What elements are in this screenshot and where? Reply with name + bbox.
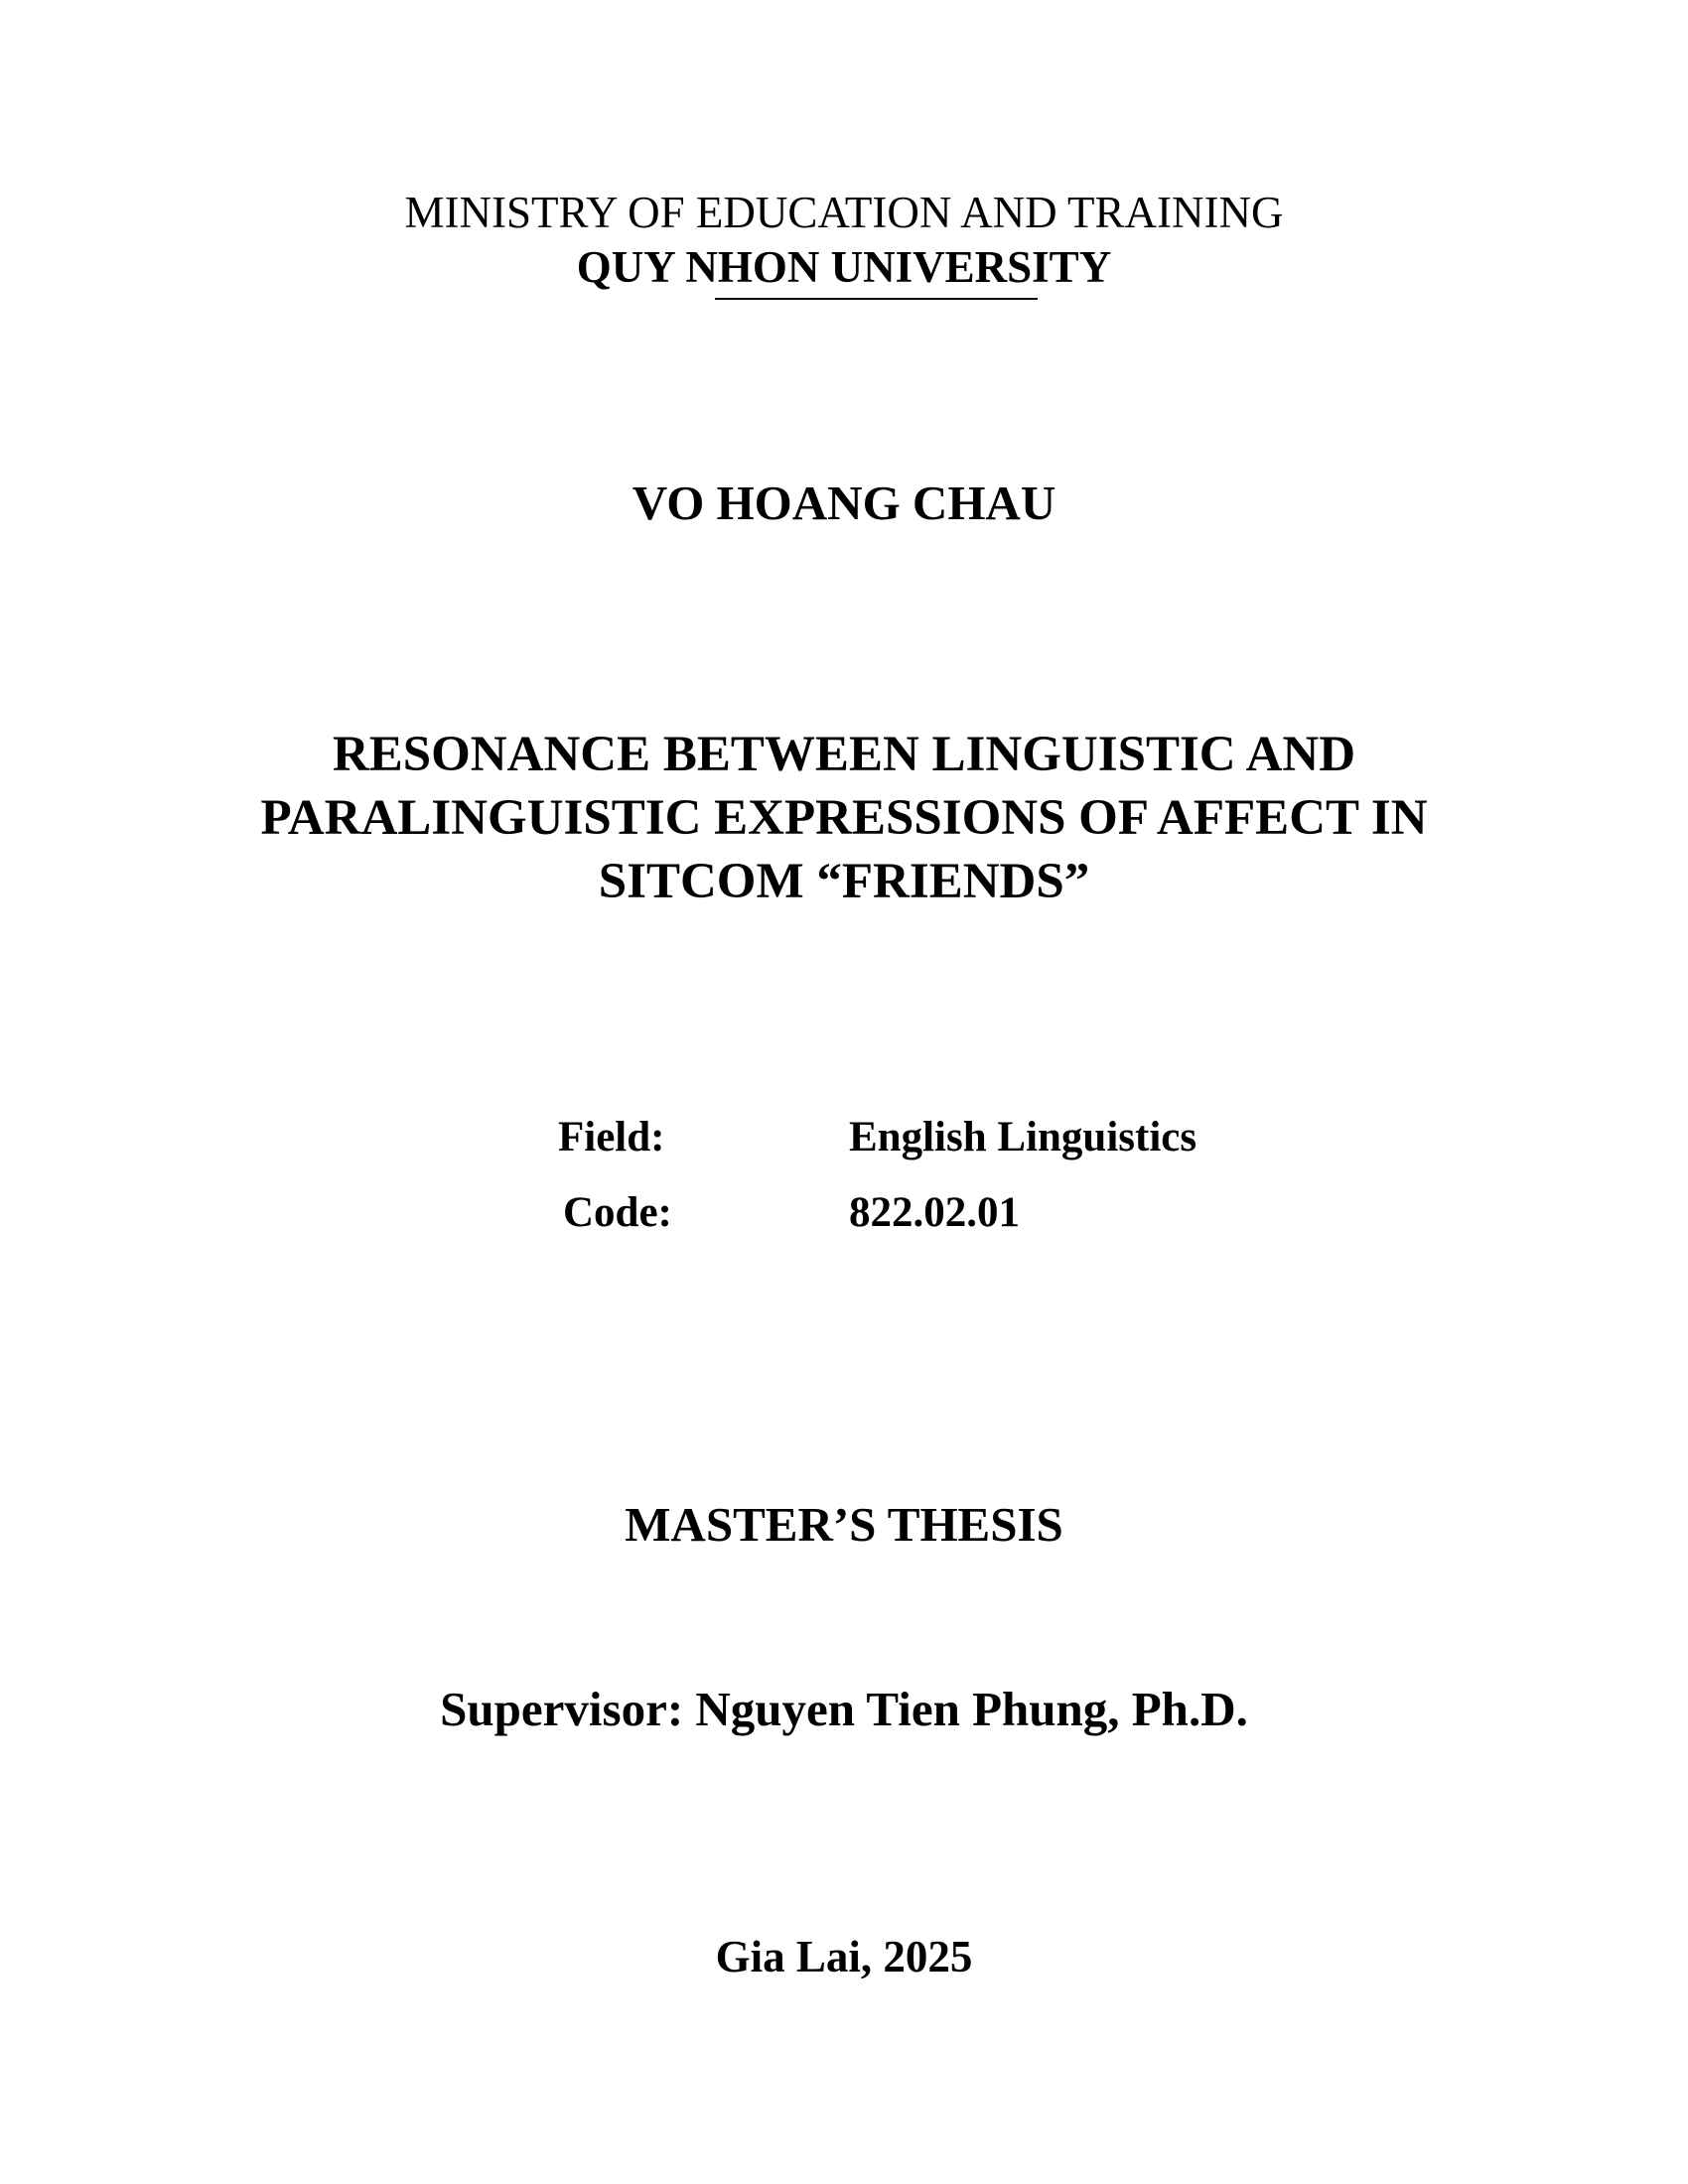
code-value: 822.02.01 — [849, 1189, 1020, 1236]
place-and-year: Gia Lai, 2025 — [715, 1932, 973, 1981]
degree-type: MASTER’S THESIS — [625, 1497, 1063, 1552]
thesis-title-line: SITCOM “FRIENDS” — [598, 854, 1090, 909]
thesis-title-line: PARALINGUISTIC EXPRESSIONS OF AFFECT IN — [260, 790, 1428, 846]
field-value: English Linguistics — [849, 1114, 1197, 1160]
university-underline — [715, 298, 1038, 300]
thesis-title-line: RESONANCE BETWEEN LINGUISTIC AND — [332, 727, 1356, 782]
university-name: QUY NHON UNIVERSITY — [576, 242, 1112, 292]
thesis-title — [0, 723, 1688, 913]
ministry-name: MINISTRY OF EDUCATION AND TRAINING — [404, 188, 1284, 237]
author-name: VO HOANG CHAU — [632, 476, 1056, 530]
supervisor: Supervisor: Nguyen Tien Phung, Ph.D. — [440, 1682, 1248, 1736]
field-label: Field: — [558, 1114, 665, 1160]
code-label: Code: — [563, 1189, 672, 1236]
